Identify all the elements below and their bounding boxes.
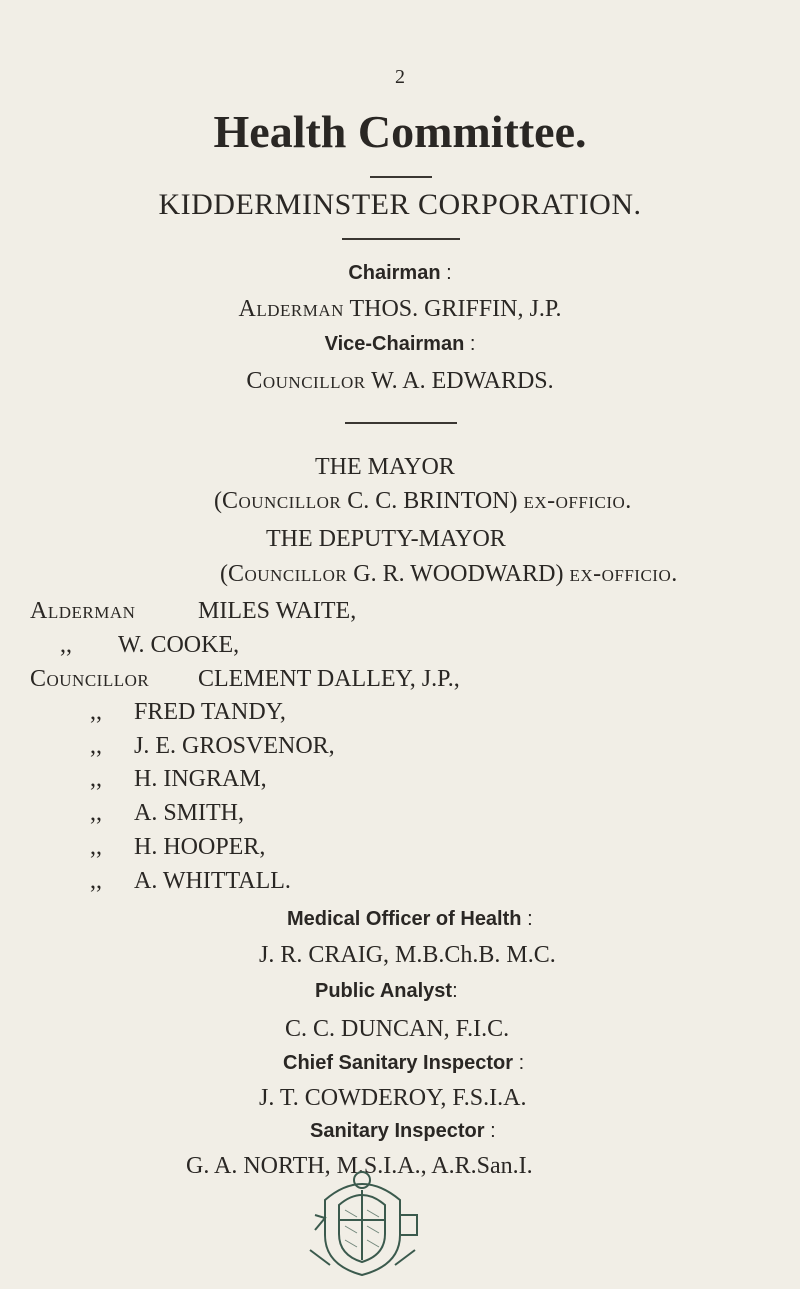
member-row: ,, W. COOKE, (60, 632, 240, 658)
officer-label-medical: Medical Officer of Health : (287, 908, 533, 930)
page-number: 2 (395, 66, 405, 88)
member-row: ,, H. HOOPER, (90, 834, 266, 860)
crest-stamp-graphic (305, 1160, 420, 1280)
deputy-mayor-line: (Councillor G. R. WOODWARD) ex-officio. (220, 561, 678, 587)
vice-chairman-label: Vice-Chairman : (324, 333, 476, 355)
member-row: ,, A. SMITH, (90, 800, 245, 826)
mayor-title: THE MAYOR (315, 454, 455, 480)
member-row: Alderman MILES WAITE, (30, 598, 357, 624)
rule-medium-2 (345, 422, 457, 424)
chairman-name: Alderman THOS. GRIFFIN, J.P. (238, 296, 562, 322)
member-row: Councillor CLEMENT DALLEY, J.P., (30, 666, 460, 692)
page-title: Health Committee. (213, 106, 587, 157)
officer-label-chief-sanitary: Chief Sanitary Inspector : (283, 1052, 525, 1074)
officer-name-sanitary: G. A. NORTH, M.S.I.A., A.R.San.I. (186, 1153, 533, 1179)
member-row: ,, H. INGRAM, (90, 766, 267, 792)
corporation-heading: KIDDERMINSTER CORPORATION. (158, 188, 642, 221)
members-list (30, 598, 550, 918)
officer-label-analyst: Public Analyst: (315, 980, 458, 1002)
mayor-line: (Councillor C. C. BRINTON) ex-officio. (214, 488, 632, 514)
deputy-mayor-title: THE DEPUTY-MAYOR (266, 526, 506, 552)
member-row: ,, FRED TANDY, (90, 699, 286, 725)
member-row: ,, J. E. GROSVENOR, (90, 733, 335, 759)
chairman-label: Chairman : (348, 262, 452, 284)
officer-label-sanitary: Sanitary Inspector : (310, 1120, 496, 1142)
rule-medium (342, 238, 460, 240)
officer-name-chief-sanitary: J. T. COWDEROY, F.S.I.A. (259, 1085, 527, 1111)
rule-short (370, 176, 432, 178)
officer-name-analyst: C. C. DUNCAN, F.I.C. (285, 1016, 510, 1042)
crest-stamp-image (305, 1160, 420, 1280)
vice-chairman-name: Councillor W. A. EDWARDS. (246, 368, 554, 394)
officer-name-medical: J. R. CRAIG, M.B.Ch.B. M.C. (259, 942, 556, 968)
member-row: ,, A. WHITTALL. (90, 868, 291, 894)
